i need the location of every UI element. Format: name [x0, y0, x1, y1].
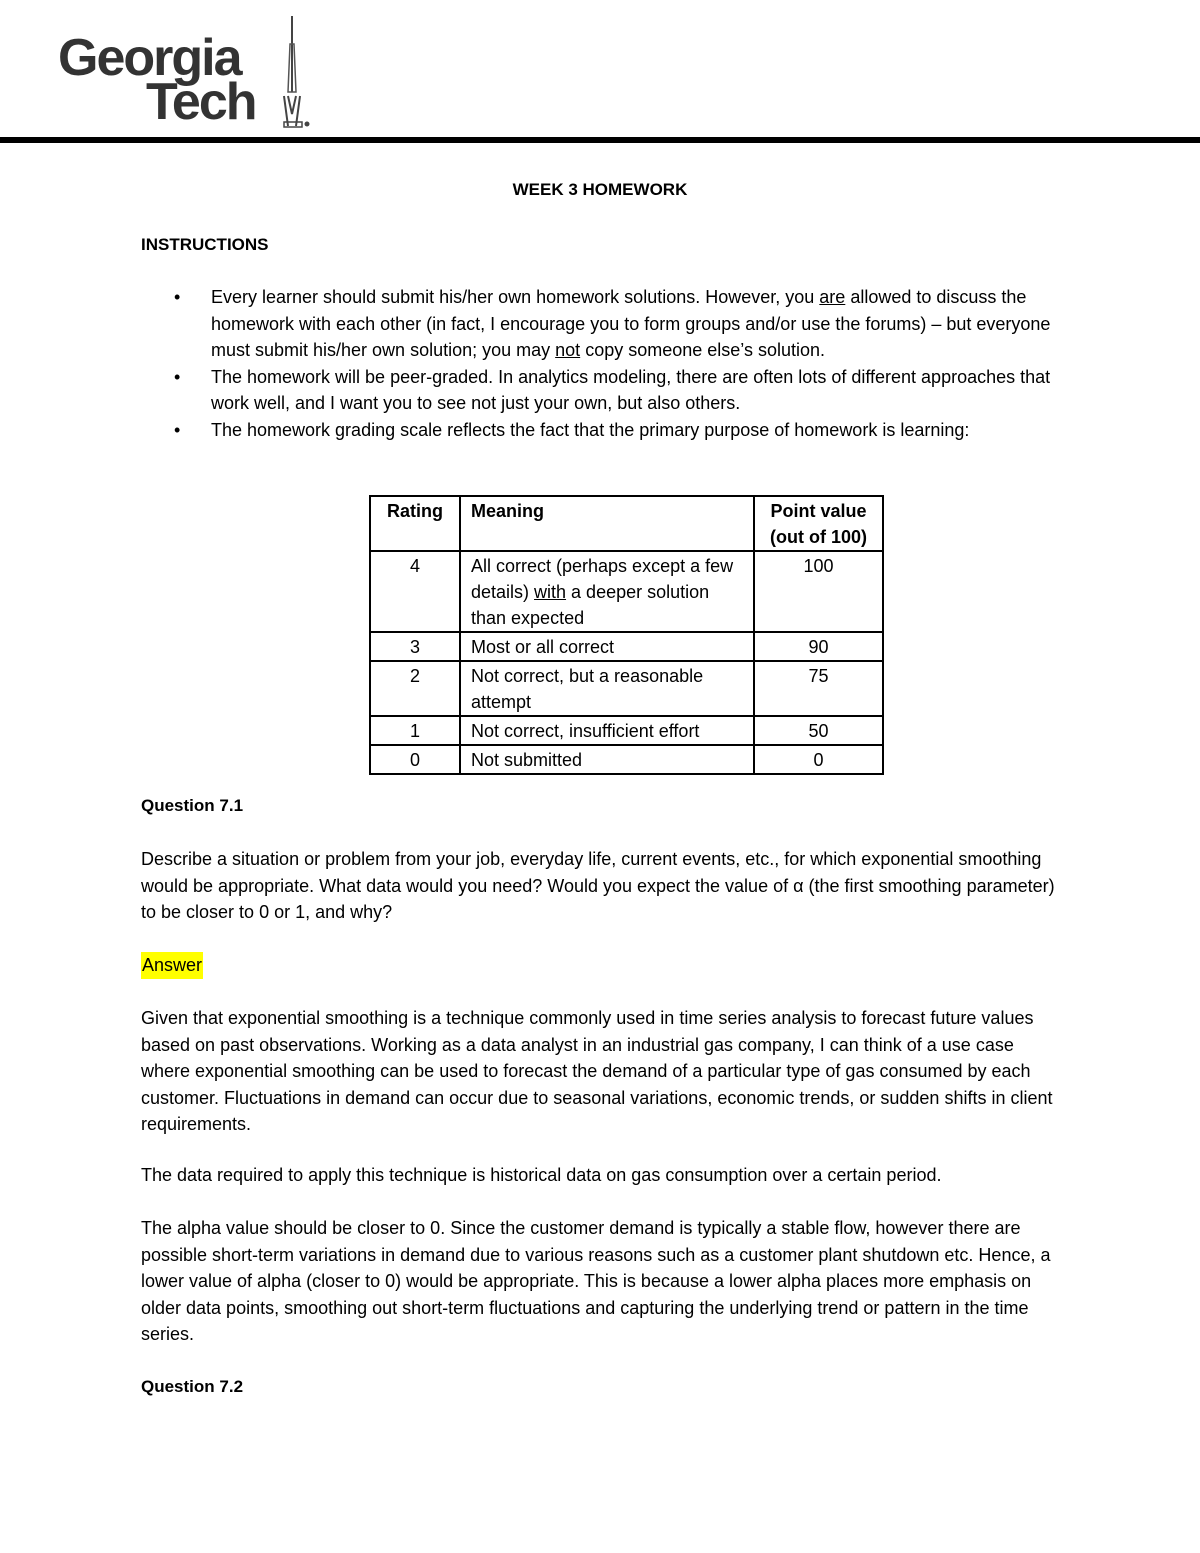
rating-cell: 2 [370, 661, 460, 716]
header-meaning: Meaning [460, 496, 754, 551]
question-7-1-heading: Question 7.1 [141, 796, 244, 815]
meaning-cell: Most or all correct [460, 632, 754, 661]
answer-paragraph-2: The data required to apply this technique is historical data on gas consumption over a certain period. [141, 1165, 942, 1185]
tech-tower-icon [280, 14, 322, 129]
rating-cell: 4 [370, 551, 460, 632]
bullet-icon: • [174, 366, 181, 387]
table-header-row [370, 496, 883, 551]
table-row [370, 745, 883, 774]
points-cell: 90 [754, 632, 883, 661]
meaning-cell: Not submitted [460, 745, 754, 774]
logo-line-georgia: Georgia [58, 29, 241, 87]
points-cell: 75 [754, 661, 883, 716]
instruction-item: • The homework will be peer-graded. In analytics modeling, there are often lots of different approaches that work well, and I want you to see not just your own, but also others. [141, 364, 1061, 417]
answer-paragraph-3: The alpha value should be closer to 0. Since the customer demand is typically a stable flow, however there are possible short-term variations in demand due to various reasons such as a customer plant shutdown etc. Hence, a lower value of alpha (closer to 0) would be appropriate. This is because a lower alpha places more emphasis on older data points, smoothing out short-term fluctuations and capturing the underlying trend or pattern in the time series. [141, 1218, 1051, 1344]
instructions-heading: INSTRUCTIONS [141, 235, 269, 254]
rating-cell: 3 [370, 632, 460, 661]
header-rating: Rating [370, 496, 460, 551]
instruction-item: • The homework grading scale reflects the fact that the primary purpose of homework is learning: [141, 417, 1061, 444]
rating-cell: 0 [370, 745, 460, 774]
header-rule [0, 137, 1200, 143]
points-cell: 0 [754, 745, 883, 774]
meaning-cell: All correct (perhaps except a few details) with a deeper solution than expected [460, 551, 754, 632]
bullet-icon: • [174, 419, 181, 440]
table-row [370, 661, 883, 716]
points-cell: 100 [754, 551, 883, 632]
logo-line-tech: Tech [146, 73, 256, 131]
meaning-cell: Not correct, insufficient effort [460, 716, 754, 745]
bullet-icon: • [174, 287, 181, 307]
table-row [370, 632, 883, 661]
meaning-cell: Not correct, but a reasonable attempt [460, 661, 754, 716]
instructions-list [141, 284, 1061, 443]
rating-cell: 1 [370, 716, 460, 745]
document-title: WEEK 3 HOMEWORK [512, 180, 688, 199]
header-point-value: Point value (out of 100) [754, 496, 883, 551]
answer-label: Answer [141, 952, 203, 979]
answer-label-wrap [141, 952, 1061, 979]
answer-paragraph-1: Given that exponential smoothing is a technique commonly used in time series analysis to forecast future values based on past observations. Working as a data analyst in an industrial gas company, I can think of a use case where exponential smoothing can be used to forecast the demand of a particular type of gas consumed by each customer. Fluctuations in demand can occur due to seasonal variations, economic trends, or sudden shifts in client requirements. [141, 1008, 1053, 1134]
question-7-2-heading: Question 7.2 [141, 1377, 244, 1396]
georgia-tech-logo [58, 14, 328, 129]
grading-scale-table [369, 495, 884, 775]
table-row [370, 716, 883, 745]
table-row [370, 551, 883, 632]
question-7-1-prompt: Describe a situation or problem from your job, everyday life, current events, etc., for which exponential smoothing would be appropriate. What data would you need? Would you expect the value of α (the first smoothing parameter) to be closer to 0 or 1, and why? [141, 849, 1055, 922]
instruction-item: • Every learner should submit his/her own homework solutions. However, you are allowed to discuss the homework with each other (in fact, I encourage you to form groups and/or use the forums) – but everyone must submit his/her own solution; you may not copy someone else’s solution. [141, 284, 1061, 364]
points-cell: 50 [754, 716, 883, 745]
